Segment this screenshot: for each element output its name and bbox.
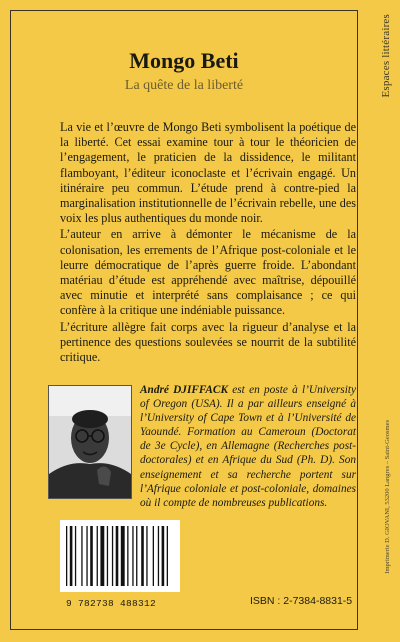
blurb bbox=[60, 120, 356, 365]
barcode-image bbox=[60, 520, 180, 592]
author-photo bbox=[48, 385, 132, 499]
blurb-paragraph: L’écriture allègre fait corps avec la rigueur d’analyse et la pertinence des questions soulevées se nourrit de la subtilité critique. bbox=[60, 319, 356, 365]
author-portrait-image bbox=[49, 386, 131, 498]
author-name: André DJIFFACK bbox=[140, 384, 228, 396]
author-bio bbox=[140, 383, 356, 510]
book-title: Mongo Beti bbox=[129, 48, 239, 73]
author-bio-text: est en poste à l’University of Oregon (USA). Il a par ailleurs enseigné à l’University of Cape Town et à l’Université de Yaoundé. Formation au Cameroun (Doctorat de 3e Cycle), en Allemagne (Recherches post-doctorales) et en Afrique du Sud (Ph. D). Son enseignement et sa recherche portent sur l’Afrique coloniale et post-coloniale, domaines où il compte de nombreuses publications. bbox=[140, 384, 356, 509]
barcode-number: 9 782738 488312 bbox=[66, 598, 157, 609]
blurb-paragraph: La vie et l’œuvre de Mongo Beti symbolisent la poétique de la liberté. Cet essai examine tour à tour le théoricien de l’engagement, le praticien de la dissidence, le militant flamboyant, l’éditeur iconoclaste et l’écrivain engagé. Un itinéraire peu commun. L’étude prend à contre-pied la marginalisation institutionnelle de l’écrivain rebelle, une des voix les plus authentiques du monde noir. bbox=[60, 120, 356, 226]
series-label: Espaces littéraires bbox=[380, 14, 392, 98]
book-subtitle: La quête de la liberté bbox=[124, 78, 244, 93]
blurb-paragraph: L’auteur en arrive à démonter le mécanisme de la colonisation, les errements de l’Afrique post-coloniale et le leurre démocratique de l’après guerre froide. L’abondant matériau d’étude est appréhendé avec maîtrise, dépouillé avec minutie et interprété sans complaisance ; ce qui confère à la critique une indéniable puissance. bbox=[60, 227, 356, 318]
isbn: ISBN : 2-7384-8831-5 bbox=[250, 595, 353, 607]
printer-note: Imprimerie D. GIOVANI, 53200 Langres – Saint-Geosmes bbox=[384, 420, 391, 574]
